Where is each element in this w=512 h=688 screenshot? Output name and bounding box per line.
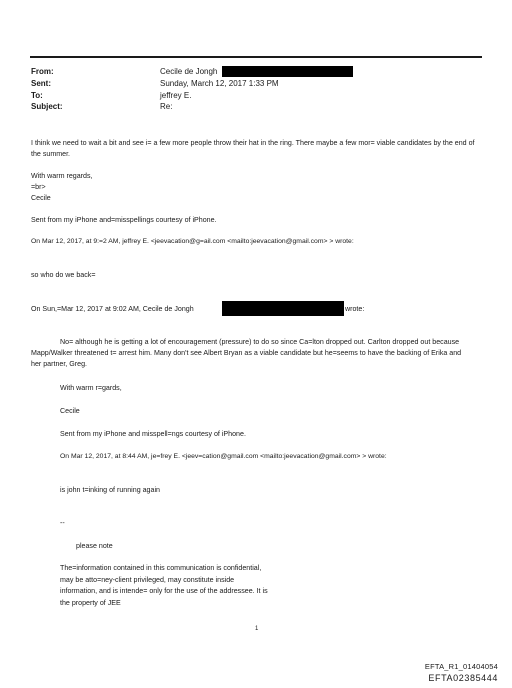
confidentiality-disclaimer: The=information contained in this communication is confidential, may be atto=ney-client privileged, may constitute inside information, and is intende= only for the use of the addressee. It is the property of JEE <box>60 564 268 607</box>
to-value: jeffrey E. <box>160 91 192 100</box>
regards-line-1: With warm regards, <box>31 172 93 180</box>
sent-value: Sunday, March 12, 2017 1:33 PM <box>160 79 279 88</box>
quoted-header-1: On Mar 12, 2017, at 9:=2 AM, jeffrey E. <jeevacation@g=ail.com <mailto:jeevacation@gmail.com> > wrote: <box>31 238 354 245</box>
body-paragraph-2: No= although he is getting a lot of encouragement (pressure) to do so since Ca=lton dropped out. Carlton dropped out because Mapp/Walker threatened t= arrest him. Many don't see Albert Bryan as a viable candidate but he=seems to have the backing of Erika and her partner, Greg. <box>31 338 462 368</box>
from-label: From: <box>31 67 54 76</box>
quoted-header-3: On Mar 12, 2017, at 8:44 AM, je=frey E. <jeev=cation@gmail.com <mailto:jeevacation@gmail.com> > wrote: <box>60 453 387 460</box>
signature-1: Cecile <box>31 194 51 202</box>
subject-value: Re: <box>160 102 173 111</box>
header-divider <box>30 56 482 58</box>
from-value: Cecile de Jongh <box>160 67 218 76</box>
please-note-line: please note <box>76 542 113 550</box>
body-paragraph-1: I think we need to wait a bit and see i= a few more people throw their hat in the ring. There maybe a few mor= viable candidates by the end of the summer. <box>31 139 475 158</box>
efta-reference-large: EFTA02385444 <box>428 673 498 683</box>
quoted-header-2: On Sun,=Mar 12, 2017 at 9:02 AM, Cecile de Jongh <box>31 305 194 313</box>
sent-from-line-1: Sent from my iPhone and=misspellings courtesy of iPhone. <box>31 216 217 224</box>
dash-separator: -- <box>60 519 65 527</box>
signature-2: Cecile <box>60 407 80 415</box>
redaction-box <box>222 301 344 316</box>
efta-reference-small: EFTA_R1_01404054 <box>424 662 498 671</box>
to-label: To: <box>31 91 43 100</box>
subject-label: Subject: <box>31 102 63 111</box>
br-line: =br> <box>31 183 46 191</box>
quoted-header-2-wrote: wrote: <box>345 305 365 313</box>
regards-line-2: With warm r=gards, <box>60 384 122 392</box>
running-question-line: is john t=inking of running again <box>60 486 160 494</box>
sent-from-line-2: Sent from my iPhone and misspell=ngs courtesy of iPhone. <box>60 430 246 438</box>
redaction-box <box>222 66 353 77</box>
page-number: 1 <box>255 626 259 632</box>
who-do-we-back-line: so who do we back= <box>31 271 96 279</box>
sent-label: Sent: <box>31 79 51 88</box>
